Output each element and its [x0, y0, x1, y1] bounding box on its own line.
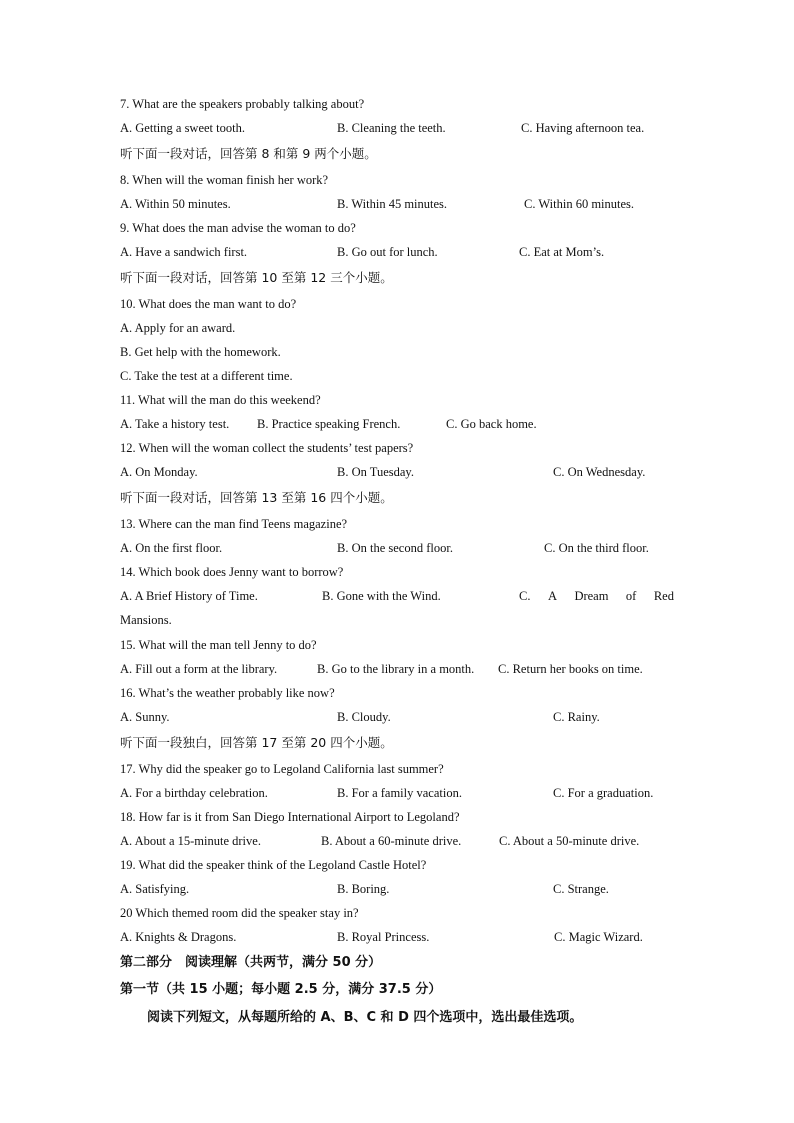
option-7a: A. Getting a sweet tooth. [120, 121, 245, 135]
option-16c: C. Rainy. [553, 710, 600, 724]
option-10b: B. Get help with the homework. [120, 345, 281, 359]
option-14c-word: of [625, 589, 637, 603]
question-8: 8. When will the woman finish her work? [120, 173, 329, 187]
option-13c: C. On the third floor. [544, 541, 649, 555]
option-10c: C. Take the test at a different time. [120, 369, 293, 383]
question-10: 10. What does the man want to do? [120, 297, 297, 311]
question-13: 13. Where can the man find Teens magazine? [120, 517, 348, 531]
question-15: 15. What will the man tell Jenny to do? [120, 638, 317, 652]
option-14c [519, 588, 674, 604]
direction-17-20: 听下面一段独白，回答第 17 至第 20 四个小题。 [120, 735, 393, 750]
question-14: 14. Which book does Jenny want to borrow? [120, 565, 344, 579]
option-16b: B. Cloudy. [337, 710, 391, 724]
part-2-heading: 第二部分 阅读理解（共两节，满分 50 分） [120, 955, 382, 970]
option-20b: B. Royal Princess. [337, 930, 430, 944]
direction-13-16: 听下面一段对话，回答第 13 至第 16 四个小题。 [120, 490, 393, 505]
option-7c: C. Having afternoon tea. [521, 121, 645, 135]
option-12a: A. On Monday. [120, 465, 198, 479]
option-13a: A. On the first floor. [120, 541, 223, 555]
option-14c-continued: Mansions. [120, 613, 172, 627]
option-14b: B. Gone with the Wind. [322, 589, 441, 603]
option-9a: A. Have a sandwich first. [120, 245, 248, 259]
option-7b: B. Cleaning the teeth. [337, 121, 446, 135]
option-18b: B. About a 60-minute drive. [321, 834, 462, 848]
option-10a: A. Apply for an award. [120, 321, 236, 335]
option-9b: B. Go out for lunch. [337, 245, 438, 259]
option-12b: B. On Tuesday. [337, 465, 414, 479]
option-14a: A. A Brief History of Time. [120, 589, 258, 603]
option-11b: B. Practice speaking French. [257, 417, 401, 431]
option-9c: C. Eat at Mom’s. [519, 245, 605, 259]
option-14c-word: A [547, 589, 557, 603]
question-17: 17. Why did the speaker go to Legoland California last summer? [120, 762, 444, 776]
option-8c: C. Within 60 minutes. [524, 197, 635, 211]
option-13b: B. On the second floor. [337, 541, 453, 555]
option-17c: C. For a graduation. [553, 786, 654, 800]
question-20: 20 Which themed room did the speaker stay in? [120, 906, 359, 920]
question-16: 16. What’s the weather probably like now? [120, 686, 335, 700]
option-15b: B. Go to the library in a month. [317, 662, 475, 676]
option-14c-word: Dream [574, 589, 609, 603]
option-14c-word: C. [519, 589, 531, 603]
option-14c-word: Red [653, 589, 674, 603]
reading-instruction: 阅读下列短文，从每题所给的 A、B、C 和 D 四个选项中，选出最佳选项。 [147, 1010, 583, 1025]
section-1-heading: 第一节（共 15 小题；每小题 2.5 分，满分 37.5 分） [120, 982, 442, 997]
option-19a: A. Satisfying. [120, 882, 190, 896]
question-7: 7. What are the speakers probably talking about? [120, 97, 365, 111]
option-11c: C. Go back home. [446, 417, 537, 431]
option-20c: C. Magic Wizard. [554, 930, 643, 944]
option-12c: C. On Wednesday. [553, 465, 646, 479]
option-15c: C. Return her books on time. [498, 662, 643, 676]
option-17b: B. For a family vacation. [337, 786, 462, 800]
question-9: 9. What does the man advise the woman to do? [120, 221, 356, 235]
option-19b: B. Boring. [337, 882, 390, 896]
direction-10-12: 听下面一段对话，回答第 10 至第 12 三个小题。 [120, 270, 393, 285]
question-11: 11. What will the man do this weekend? [120, 393, 321, 407]
question-19: 19. What did the speaker think of the Legoland Castle Hotel? [120, 858, 427, 872]
option-17a: A. For a birthday celebration. [120, 786, 268, 800]
option-15a: A. Fill out a form at the library. [120, 662, 278, 676]
option-18c: C. About a 50-minute drive. [499, 834, 640, 848]
option-19c: C. Strange. [553, 882, 609, 896]
option-18a: A. About a 15-minute drive. [120, 834, 261, 848]
direction-8-9: 听下面一段对话，回答第 8 和第 9 两个小题。 [120, 146, 377, 161]
option-11a: A. Take a history test. [120, 417, 230, 431]
option-8a: A. Within 50 minutes. [120, 197, 231, 211]
question-18: 18. How far is it from San Diego International Airport to Legoland? [120, 810, 460, 824]
question-12: 12. When will the woman collect the students’ test papers? [120, 441, 414, 455]
option-20a: A. Knights & Dragons. [120, 930, 237, 944]
option-8b: B. Within 45 minutes. [337, 197, 448, 211]
option-16a: A. Sunny. [120, 710, 170, 724]
